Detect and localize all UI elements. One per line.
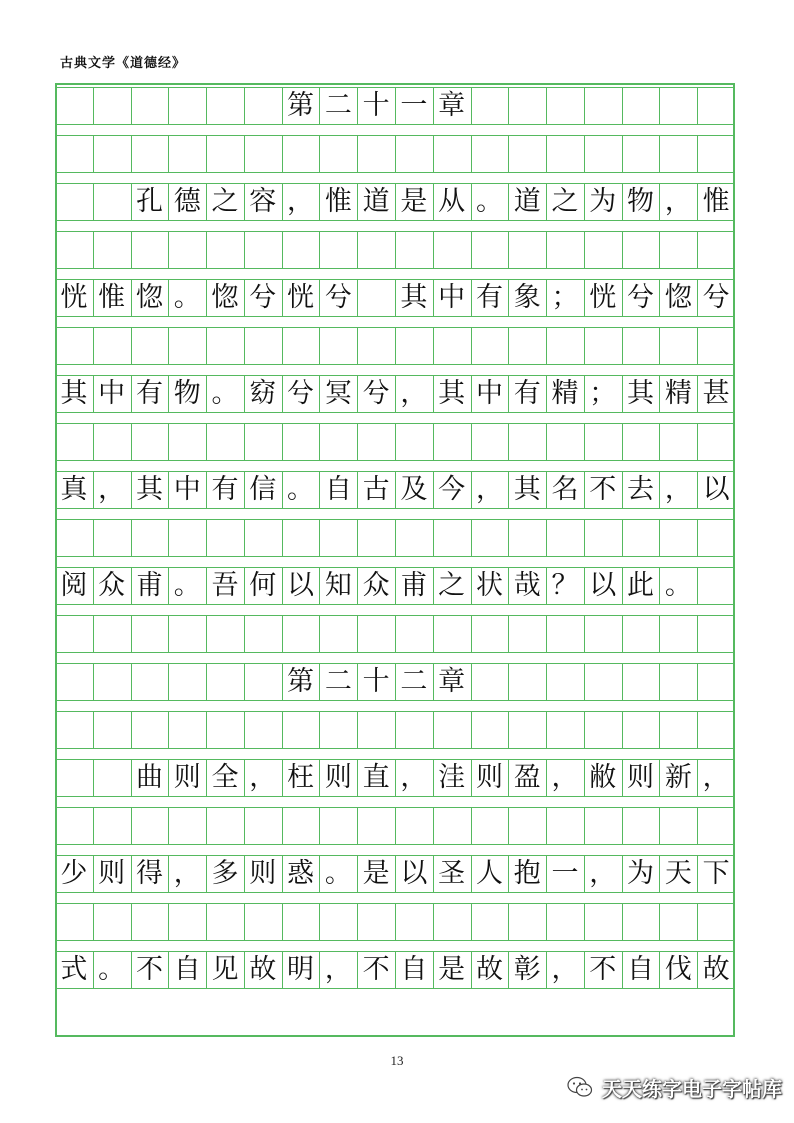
calligraphy-character: 精 <box>664 378 692 409</box>
calligraphy-character: 以 <box>589 570 617 601</box>
wechat-icon <box>566 1073 594 1101</box>
calligraphy-character: 不 <box>589 474 617 505</box>
calligraphy-character: 何 <box>249 570 277 601</box>
calligraphy-character: 伐 <box>664 954 692 985</box>
calligraphy-character: 兮 <box>627 282 655 313</box>
calligraphy-character: 其 <box>400 282 428 313</box>
calligraphy-character: 自 <box>400 954 428 985</box>
calligraphy-character: 自 <box>324 474 352 505</box>
calligraphy-character: 真 <box>60 474 88 505</box>
calligraphy-character: 人 <box>475 858 503 889</box>
calligraphy-character: 为 <box>589 186 617 217</box>
calligraphy-character: ， <box>664 474 692 505</box>
calligraphy-character: 孔 <box>135 186 163 217</box>
calligraphy-character: 古 <box>362 474 390 505</box>
calligraphy-character: 恍 <box>589 282 617 313</box>
calligraphy-character: 甚 <box>702 378 730 409</box>
calligraphy-character: 状 <box>475 570 503 601</box>
calligraphy-character: 道 <box>513 186 541 217</box>
calligraphy-character: 物 <box>627 186 655 217</box>
calligraphy-character: 则 <box>173 762 201 793</box>
calligraphy-character: 洼 <box>438 762 466 793</box>
calligraphy-character: 直 <box>362 762 390 793</box>
calligraphy-character: 中 <box>173 474 201 505</box>
calligraphy-character: 则 <box>627 762 655 793</box>
calligraphy-character: 中 <box>438 282 466 313</box>
calligraphy-character: ， <box>400 762 428 793</box>
calligraphy-character: 。 <box>98 954 126 985</box>
calligraphy-character: 二 <box>324 666 352 697</box>
calligraphy-character: 新 <box>664 762 692 793</box>
calligraphy-character: 是 <box>438 954 466 985</box>
calligraphy-character: 其 <box>438 378 466 409</box>
calligraphy-character: 抱 <box>513 858 541 889</box>
calligraphy-character: 是 <box>362 858 390 889</box>
calligraphy-character: 自 <box>627 954 655 985</box>
calligraphy-character: ， <box>475 474 503 505</box>
calligraphy-character: 是 <box>400 186 428 217</box>
calligraphy-character: 中 <box>98 378 126 409</box>
calligraphy-character: 则 <box>475 762 503 793</box>
calligraphy-character: 故 <box>702 954 730 985</box>
calligraphy-character: 之 <box>438 570 466 601</box>
calligraphy-character: 则 <box>249 858 277 889</box>
calligraphy-character: 有 <box>475 282 503 313</box>
calligraphy-character: 故 <box>475 954 503 985</box>
calligraphy-character: 其 <box>60 378 88 409</box>
calligraphy-character: 下 <box>702 858 730 889</box>
calligraphy-character: 圣 <box>438 858 466 889</box>
calligraphy-character: 章 <box>438 666 466 697</box>
calligraphy-character: 得 <box>135 858 163 889</box>
calligraphy-character: ， <box>551 762 579 793</box>
calligraphy-character: 兮 <box>249 282 277 313</box>
calligraphy-character: 枉 <box>287 762 315 793</box>
calligraphy-character: 道 <box>362 186 390 217</box>
calligraphy-character: 容 <box>249 186 277 217</box>
calligraphy-character: ， <box>664 186 692 217</box>
calligraphy-character: 信 <box>249 474 277 505</box>
calligraphy-character: 吾 <box>211 570 239 601</box>
calligraphy-character: ， <box>324 954 352 985</box>
calligraphy-character: 惟 <box>98 282 126 313</box>
document-header-title: 古典文学《道德经》 <box>60 56 187 71</box>
calligraphy-character: 甫 <box>400 570 428 601</box>
calligraphy-character: 惚 <box>664 282 692 313</box>
calligraphy-character: 全 <box>211 762 239 793</box>
calligraphy-character: 则 <box>98 858 126 889</box>
grid-border <box>55 83 735 1037</box>
calligraphy-character: 。 <box>324 858 352 889</box>
calligraphy-character: 。 <box>287 474 315 505</box>
calligraphy-character: 其 <box>627 378 655 409</box>
calligraphy-character: 其 <box>135 474 163 505</box>
calligraphy-character: 甫 <box>135 570 163 601</box>
calligraphy-character: 之 <box>551 186 579 217</box>
calligraphy-character: 以 <box>400 858 428 889</box>
calligraphy-character: 兮 <box>324 282 352 313</box>
calligraphy-character: 兮 <box>702 282 730 313</box>
calligraphy-character: 。 <box>475 186 503 217</box>
calligraphy-character: 一 <box>400 90 428 121</box>
calligraphy-character: 惚 <box>135 282 163 313</box>
calligraphy-character: 少 <box>60 858 88 889</box>
calligraphy-character: ， <box>702 762 730 793</box>
watermark <box>566 1072 782 1102</box>
calligraphy-character: 为 <box>627 858 655 889</box>
calligraphy-character: 以 <box>287 570 315 601</box>
calligraphy-character: 。 <box>211 378 239 409</box>
calligraphy-character: 有 <box>513 378 541 409</box>
calligraphy-character: 从 <box>438 186 466 217</box>
calligraphy-character: 惟 <box>702 186 730 217</box>
calligraphy-character: 见 <box>211 954 239 985</box>
calligraphy-character: 不 <box>589 954 617 985</box>
calligraphy-character: 今 <box>438 474 466 505</box>
calligraphy-character: 有 <box>211 474 239 505</box>
calligraphy-character: 盈 <box>513 762 541 793</box>
calligraphy-character: 以 <box>702 474 730 505</box>
calligraphy-character: 众 <box>98 570 126 601</box>
calligraphy-character: ， <box>551 954 579 985</box>
calligraphy-character: 天 <box>664 858 692 889</box>
calligraphy-character: 惚 <box>211 282 239 313</box>
calligraphy-character: 之 <box>211 186 239 217</box>
calligraphy-character: 恍 <box>287 282 315 313</box>
calligraphy-character: 第 <box>287 666 315 697</box>
calligraphy-character: 其 <box>513 474 541 505</box>
calligraphy-character: 兮 <box>287 378 315 409</box>
calligraphy-character: 。 <box>664 570 692 601</box>
calligraphy-character: 此 <box>627 570 655 601</box>
calligraphy-character: 阅 <box>60 570 88 601</box>
calligraphy-character: 曲 <box>135 762 163 793</box>
calligraphy-character: 德 <box>173 186 201 217</box>
calligraphy-character: 自 <box>173 954 201 985</box>
calligraphy-character: 知 <box>324 570 352 601</box>
calligraphy-character: ， <box>400 378 428 409</box>
calligraphy-character: 及 <box>400 474 428 505</box>
calligraphy-character: 式 <box>60 954 88 985</box>
calligraphy-character: 兮 <box>362 378 390 409</box>
calligraphy-character: 彰 <box>513 954 541 985</box>
calligraphy-character: 明 <box>287 954 315 985</box>
calligraphy-character: 惑 <box>287 858 315 889</box>
calligraphy-character: 哉 <box>513 570 541 601</box>
calligraphy-character: 十 <box>362 90 390 121</box>
calligraphy-character: ， <box>589 858 617 889</box>
calligraphy-character: 十 <box>362 666 390 697</box>
calligraphy-character: 有 <box>135 378 163 409</box>
calligraphy-character: 二 <box>324 90 352 121</box>
calligraphy-character: 二 <box>400 666 428 697</box>
calligraphy-character: 名 <box>551 474 579 505</box>
calligraphy-character: 惟 <box>324 186 352 217</box>
calligraphy-character: 一 <box>551 858 579 889</box>
calligraphy-character: ， <box>173 858 201 889</box>
calligraphy-character: 。 <box>173 570 201 601</box>
calligraphy-character: 众 <box>362 570 390 601</box>
calligraphy-character: 不 <box>135 954 163 985</box>
calligraphy-character: 则 <box>324 762 352 793</box>
calligraphy-character: 精 <box>551 378 579 409</box>
calligraphy-character: ？ <box>551 570 579 601</box>
calligraphy-character: 多 <box>211 858 239 889</box>
calligraphy-character: ， <box>98 474 126 505</box>
calligraphy-character: ， <box>249 762 277 793</box>
calligraphy-character: 故 <box>249 954 277 985</box>
calligraphy-character: 冥 <box>324 378 352 409</box>
calligraphy-character: 恍 <box>60 282 88 313</box>
watermark-text: 天天练字电子字帖库 <box>602 1076 782 1101</box>
page-number: 13 <box>390 1053 404 1068</box>
calligraphy-character: 中 <box>475 378 503 409</box>
calligraphy-character: 章 <box>438 90 466 121</box>
calligraphy-character: 物 <box>173 378 201 409</box>
calligraphy-character: 第 <box>287 90 315 121</box>
calligraphy-character: ， <box>287 186 315 217</box>
calligraphy-character: 敝 <box>589 762 617 793</box>
calligraphy-character: 不 <box>362 954 390 985</box>
calligraphy-character: 。 <box>173 282 201 313</box>
calligraphy-character: 去 <box>627 474 655 505</box>
practice-grid-sheet <box>55 83 735 1037</box>
calligraphy-character: ； <box>589 378 617 409</box>
calligraphy-character: ； <box>551 282 579 313</box>
calligraphy-character: 象 <box>513 282 541 313</box>
calligraphy-character: 窈 <box>249 378 277 409</box>
